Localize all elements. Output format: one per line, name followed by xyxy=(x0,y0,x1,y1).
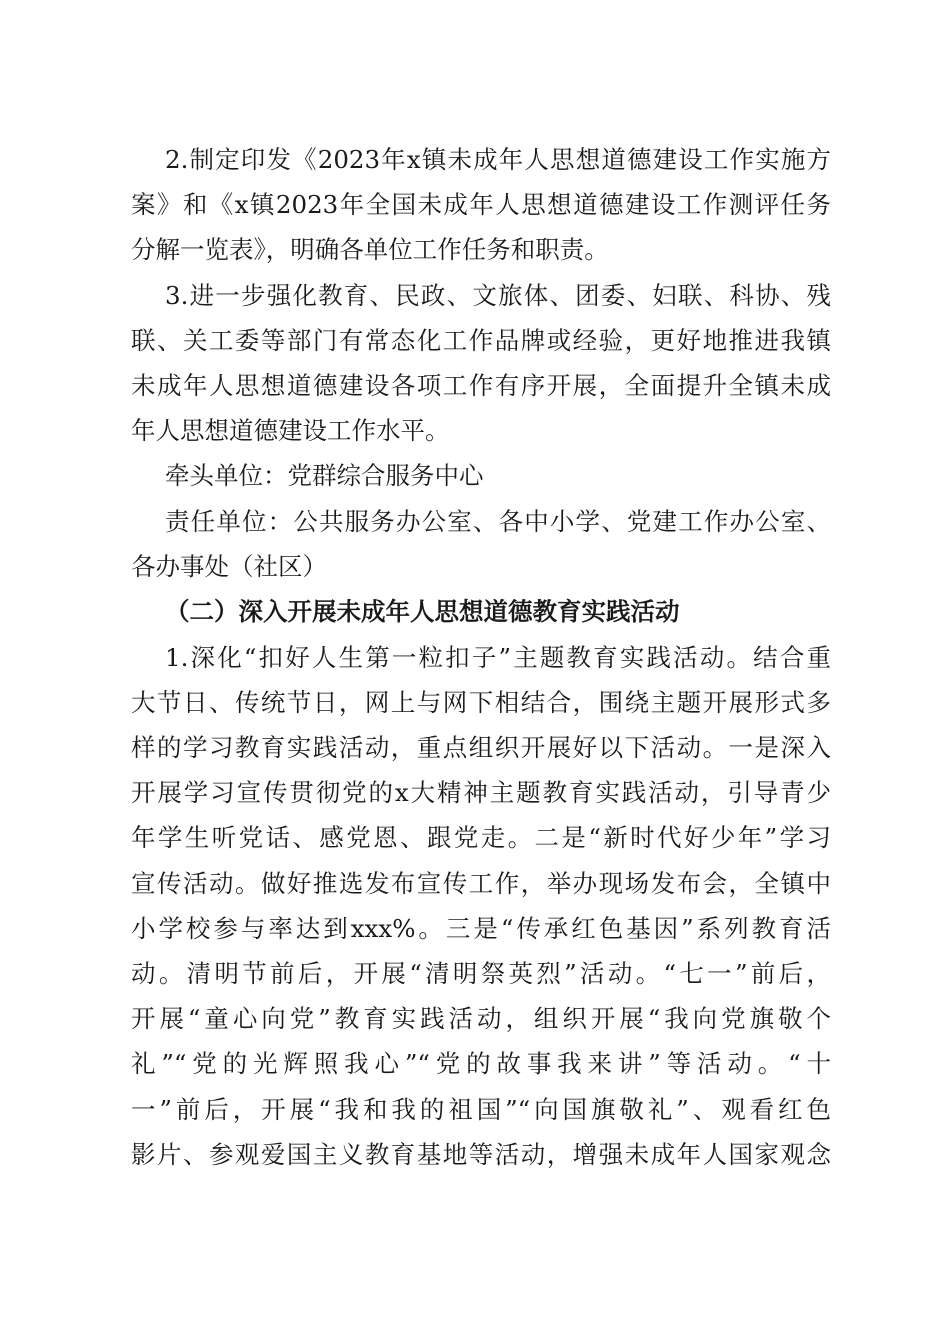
paragraph-2-line-3: 分解一览表》，明确各单位工作任务和职责。 xyxy=(131,235,609,264)
paragraph-4-line-2: 大节日、传统节日，网上与网下相结合，围绕主题开展形式多 xyxy=(131,688,831,717)
responsible-units-line-2: 各办事处（社区） xyxy=(131,552,327,581)
paragraph-4-line-7: 小学校参与率达到xxx%。三是“传承红色基因”系列教育活 xyxy=(131,914,831,943)
paragraph-4-line-5: 年学生听党话、感党恩、跟党走。二是“新时代好少年”学习 xyxy=(131,823,831,852)
paragraph-4-line-6: 宣传活动。做好推选发布宣传工作，举办现场发布会，全镇中 xyxy=(131,869,831,898)
paragraph-4-line-11: 一”前后，开展“我和我的祖国”“向国旗敬礼”、观看红色 xyxy=(131,1095,831,1124)
section-heading: （二）深入开展未成年人思想道德教育实践活动 xyxy=(165,597,680,626)
paragraph-3-line-2: 联、关工委等部门有常态化工作品牌或经验，更好地推进我镇 xyxy=(131,326,831,355)
paragraph-2-line-2: 案》和《x镇2023年全国未成年人思想道德建设工作测评任务 xyxy=(131,190,831,219)
paragraph-4-line-3: 样的学习教育实践活动，重点组织开展好以下活动。一是深入 xyxy=(131,733,831,762)
paragraph-4-line-8: 动。清明节前后，开展“清明祭英烈”活动。“七一”前后， xyxy=(131,959,831,988)
paragraph-3-line-1: 3.进一步强化教育、民政、文旅体、团委、妇联、科协、残 xyxy=(165,281,831,310)
lead-unit: 牵头单位：党群综合服务中心 xyxy=(165,461,484,490)
paragraph-4-line-10: 礼”“党的光辉照我心”“党的故事我来讲”等活动。“十 xyxy=(131,1049,831,1078)
paragraph-4-line-12: 影片、参观爱国主义教育基地等活动，增强未成年人国家观念 xyxy=(131,1140,831,1169)
paragraph-4-line-1: 1.深化“扣好人生第一粒扣子”主题教育实践活动。结合重 xyxy=(165,643,831,672)
responsible-units-line-1: 责任单位：公共服务办公室、各中小学、党建工作办公室、 xyxy=(165,507,831,536)
paragraph-3-line-3: 未成年人思想道德建设各项工作有序开展，全面提升全镇未成 xyxy=(131,371,831,400)
paragraph-4-line-4: 开展学习宣传贯彻党的x大精神主题教育实践活动，引导青少 xyxy=(131,778,831,807)
paragraph-4-line-9: 开展“童心向党”教育实践活动，组织开展“我向党旗敬个 xyxy=(131,1004,831,1033)
paragraph-2-line-1: 2.制定印发《2023年x镇未成年人思想道德建设工作实施方 xyxy=(165,145,831,174)
paragraph-3-line-4: 年人思想道德建设工作水平。 xyxy=(131,416,450,445)
